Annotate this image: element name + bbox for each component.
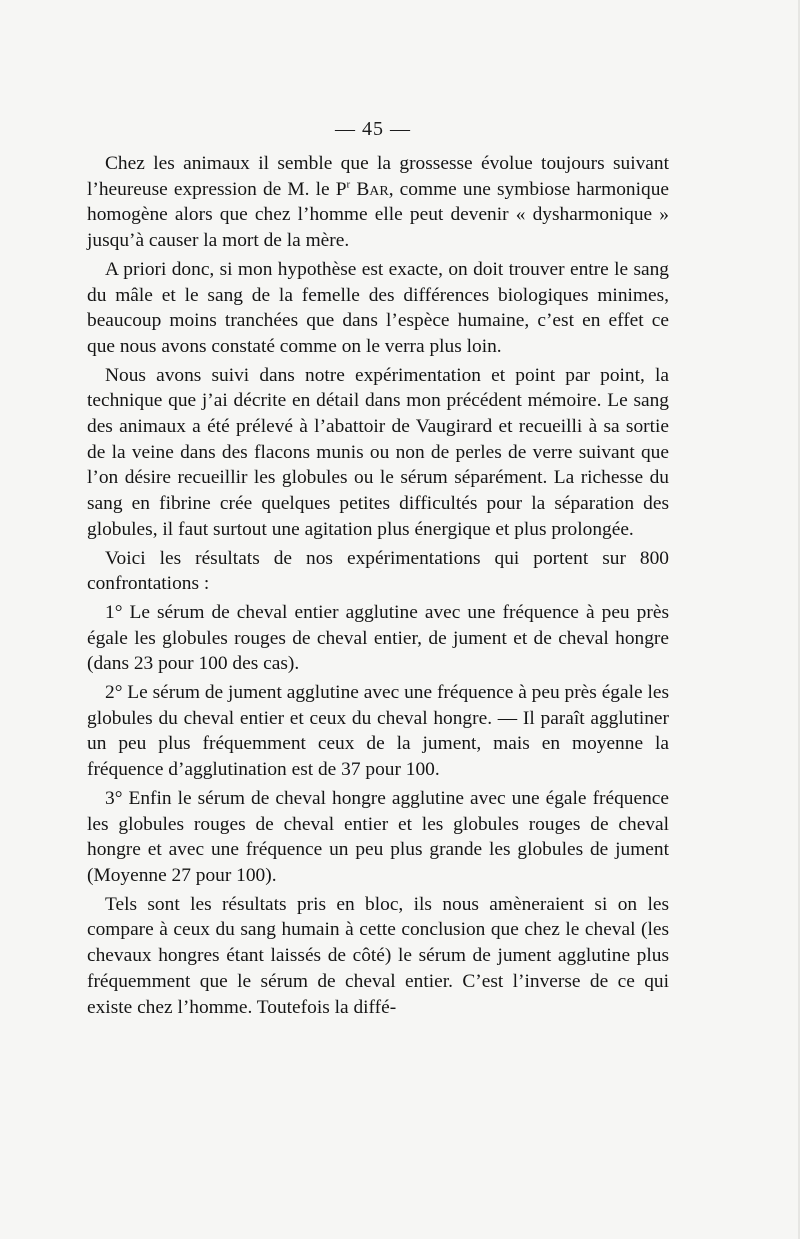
paragraph-1 [87,151,669,254]
author-name: Bar [356,178,389,200]
paragraph-2: A priori donc, si mon hypothèse est exacte, on doit trouver entre le sang du mâle et le sang de la femelle des différences biologiques minimes, beaucoup moins tranchées que dans l’espèce humaine, c’est en effet ce que nous avons constaté comme on le verra plus loin. [87,258,669,357]
title-superscript: r [346,178,351,191]
result-item-1: 1° Le sérum de cheval entier agglutine avec une fréquence à peu près égale les globules rouges de cheval entier, de jument et de cheval hongre (dans 23 pour 100 des cas). [87,601,669,675]
paragraph-1-text-end: , comme une symbiose harmonique homogène alors que chez l’homme elle peut devenir « dysharmonique » jusqu’à causer la mort de la mère. [87,178,670,252]
body-text [87,151,669,1020]
paragraph-3: Nous avons suivi dans notre expérimentation et point par point, la technique que j’ai décrite en détail dans mon précédent mémoire. Le sang des animaux a été prélevé à l’abattoir de Vaugirard et recueilli à sa sortie de la veine dans des flacons munis ou non de perles de verre suivant que l’on désire recueillir les globules ou le sérum séparément. La richesse du sang en fibrine crée quelques petites difficultés pour la séparation des globules, il faut surtout une agitation plus énergique et plus prolongée. [87,364,669,540]
paragraph-1-text: Chez les animaux il semble que la grossesse évolue toujours suivant l’heureuse expression de M. le P [87,153,669,200]
result-item-2: 2° Le sérum de jument agglutine avec une fréquence à peu près égale les globules du cheval entier et ceux du cheval hongre. — Il paraît agglutiner un peu plus fréquemment ceux de la jument, mais en moyenne la fréquence d’agglutination est de 37 pour 100. [87,682,669,781]
paragraph-4: Voici les résultats de nos expérimentations qui portent sur 800 confrontations : [87,547,669,595]
result-item-3: 3° Enfin le sérum de cheval hongre agglutine avec une égale fréquence les globules rouges de cheval entier et les globules rouges de cheval hongre et avec une fréquence un peu plus grande les globules de jument (Moyenne 27 pour 100). [87,787,669,886]
page-number: — 45 — [335,118,411,140]
paragraph-conclusion: Tels sont les résultats pris en bloc, ils nous amèneraient si on les compare à ceux du sang humain à cette conclusion que chez le cheval (les chevaux hongres étant laissés de côté) le sérum de jument agglutine plus fréquemment que le sérum de cheval entier. C’est l’inverse de ce qui existe chez l’homme. Toutefois la diffé- [87,893,669,1018]
